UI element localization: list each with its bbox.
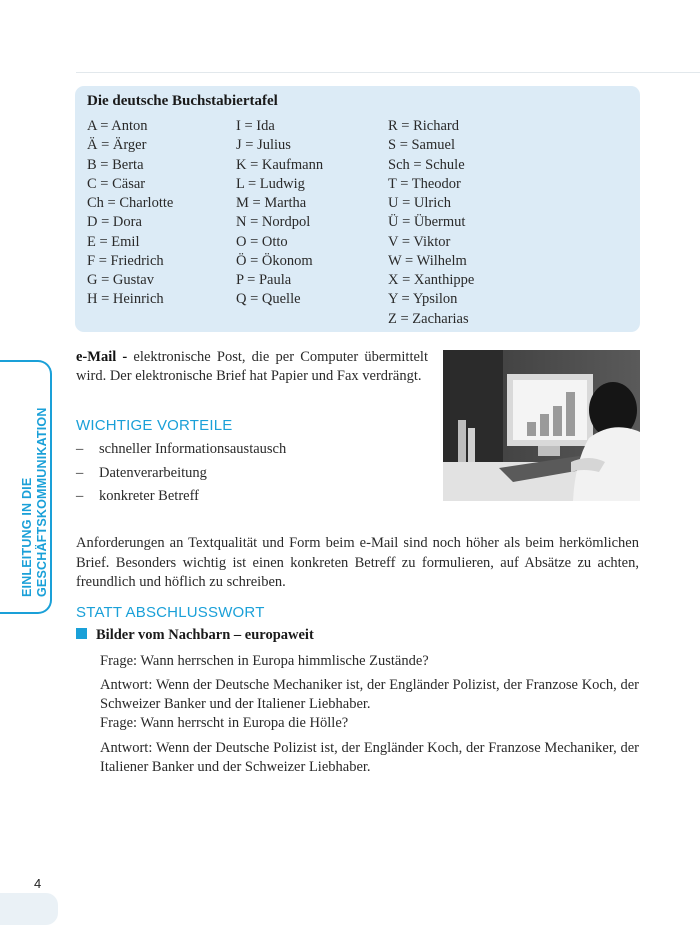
- alphabet-entry: M = Martha: [236, 195, 307, 211]
- photo-illustration: [443, 350, 640, 501]
- alphabet-entry: V = Viktor: [388, 233, 451, 250]
- alphabet-entry: B = Berta: [87, 156, 144, 173]
- woman-at-computer-photo: [443, 350, 640, 501]
- chapter-side-label: [20, 407, 50, 597]
- alphabet-entry: X = Xanthippe: [388, 272, 475, 288]
- schluss-subheading-text: Bilder vom Nachbarn – europaweit: [96, 627, 314, 643]
- alphabet-column-2: [236, 117, 323, 310]
- requirements-paragraph: Anforderungen an Textqualität und Form beim e-Mail sind noch höher als beim herkömlichen Brief. Besonders wichtig ist einen konkreten Betreff zu formulieren, auf Absätze zu achten, freundlich und höflich zu schreiben.: [76, 535, 639, 590]
- spelling-alphabet-box: [75, 86, 640, 332]
- question-2: Frage: Wann herrscht in Europa die Hölle?: [100, 715, 349, 731]
- alphabet-entry: H = Heinrich: [87, 291, 164, 308]
- alphabet-entry: Y = Ypsilon: [388, 291, 458, 308]
- email-term: e-Mail -: [76, 349, 128, 365]
- chapter-label-line-2: GESCHÄFTSKOMMUNIKATION: [35, 407, 49, 597]
- answer-2: Antwort: Wenn der Deutsche Polizist ist, der Engländer Koch, der Franzose Mechaniker, der Italiener Banker und der Schweizer Liebhaber.: [100, 740, 639, 775]
- list-item-text: Datenverarbeitung: [99, 464, 207, 481]
- list-item-text: konkreter Betreff: [99, 488, 199, 504]
- alphabet-column-3: [388, 117, 474, 329]
- alphabet-entry: R = Richard: [388, 118, 459, 134]
- answer-1: Antwort: Wenn der Deutsche Mechaniker ist, der Engländer Polizist, der Franzose Koch, der Schweizer Banker und der Italiener Liebhaber.: [100, 677, 639, 712]
- alphabet-entry: Q = Quelle: [236, 291, 301, 308]
- alphabet-entry: U = Ulrich: [388, 195, 451, 211]
- square-bullet-icon: [76, 628, 87, 639]
- alphabet-entry: A = Anton: [87, 118, 148, 134]
- alphabet-entry: Sch = Schule: [388, 156, 465, 173]
- alphabet-entry: Ö = Ökonom: [236, 252, 313, 269]
- email-definition-text: elektronische Post, die per Computer übermittelt wird. Der elektronische Brief hat Papier und Fax verdrängt.: [76, 349, 428, 384]
- alphabet-entry: K = Kaufmann: [236, 156, 324, 173]
- vorteile-heading: WICHTIGE VORTEILE: [76, 417, 233, 434]
- alphabet-entry: L = Ludwig: [236, 175, 305, 192]
- alphabet-entry: Ä = Ärger: [87, 137, 147, 154]
- alphabet-entry: I = Ida: [236, 118, 275, 134]
- schluss-heading: STATT ABSCHLUSSWORT: [76, 604, 265, 621]
- page-number-tab: [0, 893, 58, 925]
- chapter-label-line-1: EINLEITUNG IN DIE: [20, 477, 34, 597]
- alphabet-entry: S = Samuel: [388, 137, 455, 154]
- alphabet-entry: J = Julius: [236, 137, 291, 154]
- email-definition: [76, 348, 428, 386]
- header-rule: [76, 72, 700, 73]
- schluss-subheading: [76, 627, 314, 644]
- question-1: Frage: Wann herrschen in Europa himmlische Zustände?: [100, 653, 429, 669]
- page-number: 4: [34, 876, 42, 891]
- alphabet-entry: G = Gustav: [87, 272, 154, 288]
- list-item-text: schneller Informationsaustausch: [99, 441, 287, 457]
- alphabet-entry: E = Emil: [87, 233, 140, 250]
- list-dash: –: [76, 464, 84, 481]
- alphabet-entry: P = Paula: [236, 272, 292, 288]
- alphabet-entry: W = Wilhelm: [388, 252, 467, 269]
- alphabet-entry: C = Cäsar: [87, 175, 146, 192]
- alphabet-entry: Ch = Charlotte: [87, 195, 174, 211]
- spelling-alphabet-title: Die deutsche Buchstabiertafel: [87, 93, 278, 109]
- list-dash: –: [76, 441, 84, 457]
- alphabet-entry: N = Nordpol: [236, 214, 311, 231]
- alphabet-column-1: [87, 117, 173, 310]
- alphabet-entry: Z = Zacharias: [388, 310, 469, 327]
- alphabet-entry: T = Theodor: [388, 175, 461, 192]
- alphabet-entry: O = Otto: [236, 233, 288, 250]
- list-dash: –: [76, 488, 84, 504]
- alphabet-entry: F = Friedrich: [87, 252, 164, 269]
- alphabet-entry: Ü = Übermut: [388, 214, 466, 231]
- alphabet-entry: D = Dora: [87, 214, 142, 231]
